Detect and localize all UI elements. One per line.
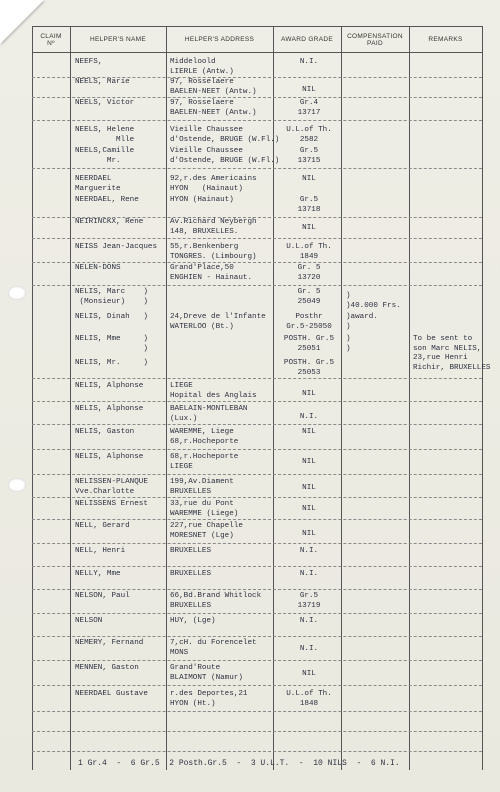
- table-row: [0, 173, 500, 195]
- award-grade: NIL: [302, 224, 316, 232]
- row-divider: [32, 424, 482, 425]
- table-row: [0, 357, 500, 379]
- helper-address: 97, Rosselaere BAELEN-NEET (Antw.): [170, 78, 257, 96]
- award-grade: U.L.of Th. 2582: [286, 126, 332, 144]
- table-row: [0, 97, 500, 121]
- table-row: [0, 56, 500, 78]
- helper-address: 97, Rosselaere BAELEN-NEET (Antw.): [170, 99, 257, 117]
- award-grade: NIL: [302, 175, 316, 183]
- helper-address: 199,Av.Diament BRUXELLES: [170, 478, 234, 496]
- helper-name: NEELS, Marie: [75, 78, 130, 86]
- helper-name: MENNEN, Gaston: [75, 664, 139, 672]
- helper-address: 33,rue du Pont WAREMME (Liege): [170, 500, 239, 518]
- helper-address: 66,Bd.Brand Whitlock BRUXELLES: [170, 592, 262, 610]
- table-row: [0, 615, 500, 637]
- table-row: [0, 545, 500, 567]
- table-row: [0, 145, 500, 169]
- helper-address: Grand'Place,50 ENGHIEN - Hainaut.: [170, 264, 253, 282]
- row-divider: [32, 751, 482, 752]
- helper-name: NELSON: [75, 617, 103, 625]
- table-row: [0, 124, 500, 146]
- helper-address: Vieille Chaussee d'Ostende, BRUGE (W.Fl.): [170, 147, 280, 165]
- summary-totals: 1 Gr.4 - 6 Gr.5 2 Posth.Gr.5 - 3 U.L.T. - 10 NILS - 6 N.I.: [78, 759, 400, 768]
- row-divider: [32, 474, 482, 475]
- table-row: [0, 451, 500, 475]
- table-row: [0, 311, 500, 333]
- header-helper-name: HELPER'S NAME: [89, 36, 147, 44]
- award-grade: NIL: [302, 505, 316, 513]
- award-grade: POSTH. Gr.5 25051: [283, 335, 335, 353]
- table-row: [0, 520, 500, 544]
- helper-name: NELIS, Mr. ): [75, 359, 148, 367]
- table-top-border: [32, 26, 482, 27]
- table-row: [0, 590, 500, 614]
- award-grade: NIL: [302, 86, 316, 94]
- helper-address: 227,rue Chapelle MORESNET (Lge): [170, 522, 243, 540]
- table-row: [0, 286, 500, 310]
- award-grade: Gr. 5 25049: [297, 288, 321, 306]
- award-grade: N.I.: [299, 547, 319, 555]
- header-bottom-border: [32, 52, 482, 53]
- helper-name: NEISS Jean-Jacques: [75, 243, 158, 251]
- helper-address: BAELAIN-MONTLEBAN (Lux.): [170, 405, 248, 423]
- award-grade: U.L.of Th. 1849: [286, 243, 332, 261]
- table-row: [0, 688, 500, 712]
- award-grade: N.I.: [299, 413, 319, 421]
- helper-address: WAREMME, Liege 68,r.Hocheporte: [170, 428, 239, 446]
- helper-address: BRUXELLES: [170, 547, 212, 555]
- header-helper-address: HELPER'S ADDRESS: [184, 36, 255, 44]
- compensation-paid: ) ): [346, 335, 351, 353]
- table-row: [0, 637, 500, 661]
- table-row: [0, 732, 500, 752]
- award-grade: N.I.: [299, 570, 319, 578]
- award-grade: U.L.of Th. 1848: [286, 690, 332, 708]
- table-row: [0, 426, 500, 450]
- helper-name: NELL, Gerard: [75, 522, 130, 530]
- helper-address: Vieille Chaussee d'Ostende, BRUGE (W.Fl.): [170, 126, 280, 144]
- header-compensation: COMPENSATION PAID: [347, 32, 403, 47]
- table-row: [0, 380, 500, 402]
- table-row: [0, 403, 500, 425]
- table-row: [0, 262, 500, 286]
- helper-name: NEMERY, Fernand: [75, 639, 144, 647]
- helper-address: HUY, (Lge): [170, 617, 216, 625]
- row-divider: [32, 120, 482, 121]
- table-row: [0, 241, 500, 263]
- award-grade: N.I.: [299, 645, 319, 653]
- award-grade: Gr. 5 13720: [297, 264, 321, 282]
- award-grade: Gr.5 13718: [297, 196, 321, 214]
- row-divider: [32, 378, 482, 379]
- helper-address: HYON (Hainaut): [170, 196, 234, 204]
- helper-name: NELISSEN-PLANQUE Vve.Charlotte: [75, 478, 148, 496]
- table-row: [0, 568, 500, 590]
- header-award-grade: AWARD GRADE: [281, 36, 333, 44]
- helper-name: NEELS, Helene Mlle: [75, 126, 135, 144]
- row-divider: [32, 613, 482, 614]
- row-divider: [32, 566, 482, 567]
- helper-address: LIEGE Hopital des Anglais: [170, 382, 257, 400]
- award-grade: Gr.5 13719: [297, 592, 321, 610]
- award-grade: NIL: [302, 428, 316, 436]
- helper-address: 24,Dreve de l'Infante WATERLOO (Bt.): [170, 313, 266, 331]
- row-divider: [32, 685, 482, 686]
- helper-address: BRUXELLES: [170, 570, 212, 578]
- helper-name: NELIS, Gaston: [75, 428, 135, 436]
- helper-name: NEERDAEL Marguerite: [75, 175, 121, 193]
- helper-name: NELLY, Mme: [75, 570, 121, 578]
- table-row: [0, 662, 500, 686]
- award-grade: Gr.5 13715: [297, 147, 321, 165]
- table-row: [0, 194, 500, 218]
- award-grade: NIL: [302, 458, 316, 466]
- row-divider: [32, 660, 482, 661]
- helper-address: r.des Deportes,21 HYON (Ht.): [170, 690, 248, 708]
- row-divider: [32, 449, 482, 450]
- table-row: [0, 712, 500, 732]
- compensation-paid: ) )40.000 Frs.: [346, 292, 401, 310]
- award-grade: NIL: [302, 390, 316, 398]
- helper-address: Middeloold LIERLE (Antw.): [170, 58, 234, 76]
- helper-address: Grand'Route BLAIMONT (Namur): [170, 664, 243, 682]
- award-grade: NIL: [302, 484, 316, 492]
- table-row: [0, 476, 500, 498]
- helper-name: NELEN-DONS: [75, 264, 121, 272]
- helper-name: NELSON, Paul: [75, 592, 130, 600]
- award-grade: N.I.: [299, 58, 319, 66]
- helper-name: NEEFS,: [75, 58, 103, 66]
- row-divider: [32, 543, 482, 544]
- helper-address: 92,r.des Americains HYON (Hainaut): [170, 175, 257, 193]
- header-remarks: REMARKS: [428, 36, 463, 44]
- award-grade: POSTH. Gr.5 25053: [283, 359, 335, 377]
- award-grade: NIL: [302, 670, 316, 678]
- helper-name: NELL, Henri: [75, 547, 126, 555]
- row-divider: [32, 168, 482, 169]
- helper-address: 55,r.Benkenberg TONGRES. (Limbourg): [170, 243, 257, 261]
- helper-address: 7,cH. du Forencelet MONS: [170, 639, 257, 657]
- row-divider: [32, 238, 482, 239]
- header-claim: CLAIM Nº: [40, 32, 62, 47]
- helper-name: NELIS, Alphonse: [75, 453, 144, 461]
- helper-name: NEIRINCKX, Rene: [75, 218, 144, 226]
- award-grade: N.I.: [299, 617, 319, 625]
- helper-name: NELIS, Alphonse: [75, 382, 144, 390]
- row-divider: [32, 401, 482, 402]
- award-grade: NIL: [302, 530, 316, 538]
- helper-name: NELIS, Marc ) (Monsieur) ): [75, 288, 148, 306]
- helper-name: NEELS, Victor: [75, 99, 135, 107]
- award-grade: Posthr Gr.5-25050: [286, 313, 332, 331]
- helper-name: NEERDAEL, Rene: [75, 196, 139, 204]
- table-row: [0, 498, 500, 520]
- compensation-paid: )award. ): [346, 313, 378, 331]
- helper-address: Av.Richard Neybergh 148, BRUXELLES.: [170, 218, 257, 236]
- helper-name: NELIS, Mme ) ): [75, 335, 148, 353]
- helper-name: NELIS, Dinah ): [75, 313, 148, 321]
- helper-name: NELISSENS Ernest: [75, 500, 148, 508]
- table-row: [0, 76, 500, 98]
- helper-name: NEELS,Camille Mr.: [75, 147, 135, 165]
- helper-name: NEERDAEL Gustave: [75, 690, 148, 698]
- award-grade: Gr.4 13717: [297, 99, 321, 117]
- remarks: To be sent to son Marc NELIS, 23,rue Henri Richir, BRUXELLES: [413, 335, 491, 372]
- helper-address: 68,r.Hocheporte LIEGE: [170, 453, 239, 471]
- table-row: [0, 216, 500, 239]
- helper-name: NELIS, Alphonse: [75, 405, 144, 413]
